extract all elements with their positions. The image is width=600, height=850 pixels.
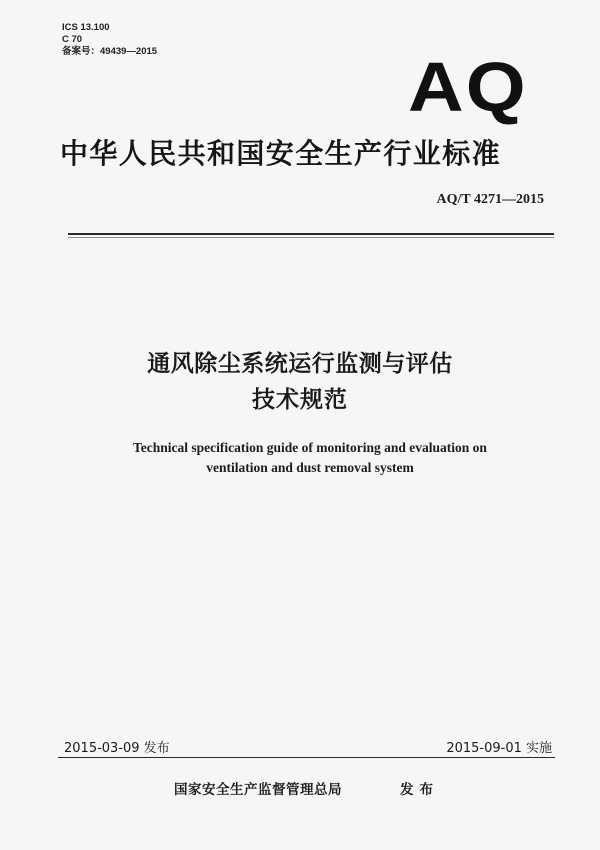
english-title-line-2: ventilation and dust removal system <box>206 460 414 475</box>
ics-code: ICS 13.100 <box>62 22 110 33</box>
issuing-authority: 国家安全生产监督管理总局 <box>174 782 342 798</box>
standard-category-title: 中华人民共和国安全生产行业标准 <box>60 137 502 170</box>
header-divider <box>68 233 554 235</box>
standard-number: AQ/T 4271—2015 <box>436 192 544 207</box>
record-number: 备案号：49439—2015 <box>62 46 158 57</box>
chinese-title-line-1: 通风除尘系统运行监测与评估 <box>147 351 453 377</box>
footer-divider <box>58 757 555 758</box>
issuing-action: 发布 <box>400 782 439 798</box>
header-divider-thin <box>68 237 554 238</box>
classification-block <box>62 22 157 58</box>
ccs-code: C 70 <box>62 34 83 45</box>
aq-logo: AQ <box>408 48 528 126</box>
chinese-title-line-2: 技术规范 <box>252 387 348 413</box>
implementation-date: 2015-09-01 实施 <box>446 741 552 756</box>
issue-date: 2015-03-09 发布 <box>64 741 170 756</box>
english-title-line-1: Technical specification guide of monitoring and evaluation on <box>133 440 487 455</box>
